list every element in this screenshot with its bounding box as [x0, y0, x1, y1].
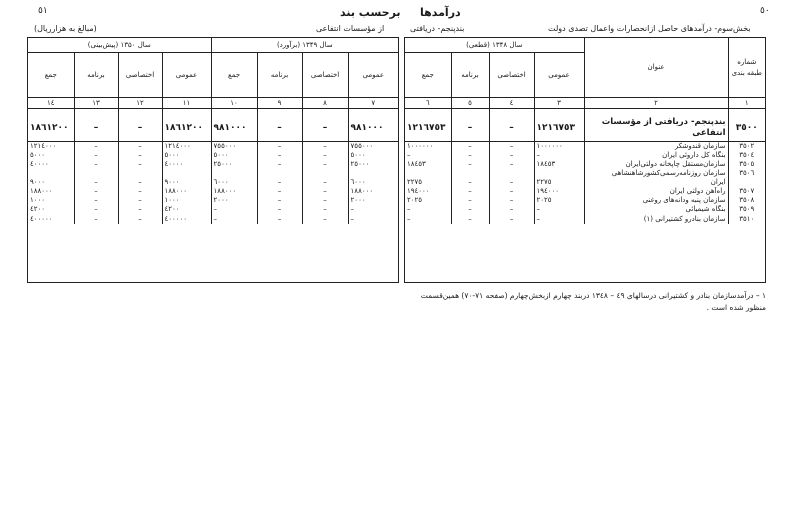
table-row: [405, 151, 765, 160]
data-cell: ٩٠٠٠: [30, 178, 46, 186]
total-cell: ١٢١٦٧٥٣: [405, 115, 451, 142]
col-header: برنامه: [451, 53, 489, 98]
data-cell: –: [302, 187, 348, 196]
row-title: سازمان پنبه ودانه‌های روغنی: [584, 196, 728, 205]
data-cell: [211, 169, 257, 178]
row-title: سازمان بنادرو کشتیرانی (١): [584, 214, 728, 224]
row-code: [728, 178, 765, 187]
data-cell: –: [257, 187, 302, 196]
data-cell: –: [451, 214, 489, 224]
total-cell: –: [257, 115, 302, 142]
data-cell: –: [74, 205, 118, 214]
col-number: ٢: [584, 98, 728, 109]
data-cell: –: [489, 196, 534, 205]
col-number: ١١: [162, 98, 211, 109]
data-cell: ١٨٨٠٠٠: [211, 187, 257, 196]
data-cell: –: [302, 196, 348, 205]
data-cell: –: [489, 214, 534, 224]
total-cell: ٩٨١٠٠٠: [348, 115, 398, 142]
units-note: (مبالغ به هزارریال): [34, 24, 97, 33]
row-title: سازمان قندوشکر: [584, 142, 728, 152]
data-cell: ١٢١٤٠٠٠: [30, 142, 57, 150]
data-cell: –: [257, 151, 302, 160]
row-code: ٣٥٠٩: [728, 205, 765, 214]
data-cell: ٩٠٠٠: [162, 178, 211, 187]
col-header: اختصاصی: [118, 53, 162, 98]
table-row: [405, 214, 765, 224]
row-code: ٣٥٠٦: [728, 169, 765, 178]
data-cell: ٦٠٠٠: [348, 178, 398, 187]
data-cell: –: [74, 187, 118, 196]
data-cell: –: [302, 214, 348, 224]
data-cell: –: [118, 151, 162, 160]
page-title-left: برحسب بند: [340, 6, 401, 19]
data-cell: ١٩٤٠٠٠: [407, 187, 430, 195]
data-cell: ١٨٤٥٣: [534, 160, 584, 169]
data-cell: –: [451, 151, 489, 160]
data-cell: –: [348, 205, 398, 214]
col-number: ٩: [257, 98, 302, 109]
data-cell: ١٨٤٥٣: [407, 160, 426, 168]
data-cell: –: [118, 160, 162, 169]
table-row: [405, 178, 765, 187]
data-cell: –: [489, 178, 534, 187]
data-cell: –: [534, 205, 584, 214]
data-cell: [28, 169, 74, 178]
data-cell: [451, 169, 489, 178]
entity-subtitle: از مؤسسات انتفاعی: [316, 24, 385, 33]
data-cell: [489, 169, 534, 178]
total-cell: ١٨٦١٢٠٠: [162, 115, 211, 142]
data-cell: ٢٠٠٠: [211, 196, 257, 205]
data-cell: –: [302, 142, 348, 152]
col-header: اختصاصی: [302, 53, 348, 98]
data-cell: –: [451, 160, 489, 169]
row-title: بنگاه شیمیائی: [584, 205, 728, 214]
table-row: [405, 196, 765, 205]
col-number: ١٣: [74, 98, 118, 109]
data-cell: [257, 169, 302, 178]
total-cell: –: [74, 115, 118, 142]
col-number: ٦: [405, 98, 451, 109]
data-cell: –: [74, 151, 118, 160]
table-row: [28, 205, 398, 214]
year-1348-header: سال ۱۳۴۸ (قطعی): [405, 38, 584, 53]
data-cell: [348, 169, 398, 178]
page-title-right: درآمدها: [420, 6, 461, 19]
col-header: اختصاصی: [489, 53, 534, 98]
total-cell: –: [451, 115, 489, 142]
table-row: [28, 187, 398, 196]
data-cell: –: [118, 205, 162, 214]
col-number: ٤: [489, 98, 534, 109]
row-title: ایران: [584, 178, 728, 187]
clause-subtitle: بندپنجم- دریافتی: [410, 24, 465, 33]
row-code: ٣٥٠٥: [728, 160, 765, 169]
data-cell: ٤٠٠٠٠٠: [30, 214, 53, 223]
page-number-right: ٥٠: [760, 6, 770, 16]
data-cell: –: [302, 205, 348, 214]
total-cell: ٩٨١٠٠٠: [211, 115, 257, 142]
data-cell: –: [302, 178, 348, 187]
left-table: [28, 38, 398, 224]
col-number: ٨: [302, 98, 348, 109]
section-subtitle: بخش‌سوم- درآمدهای حاصل ازانحصارات واعمال تصدی دولت: [548, 24, 751, 33]
data-cell: –: [407, 151, 411, 159]
data-cell: ٤٠٠٠٠: [30, 160, 49, 168]
row-code: ٣٥٠٢: [728, 142, 765, 152]
data-cell: –: [118, 187, 162, 196]
table-row: [405, 169, 765, 178]
col-number: ١٤: [28, 98, 74, 109]
data-cell: –: [451, 142, 489, 152]
table-row: [28, 178, 398, 187]
data-cell: –: [74, 214, 118, 224]
data-cell: –: [451, 178, 489, 187]
row-title: راه‌آهن دولتی ایران: [584, 187, 728, 196]
data-cell: ٤٠٠٠٠: [162, 160, 211, 169]
data-cell: ٤٠٠٠٠٠: [162, 214, 211, 224]
total-cell: ١٢١٦٧٥٣: [534, 115, 584, 142]
row-title: بنگاه کل داروئی ایران: [584, 151, 728, 160]
data-cell: ٢٥٠٠٠: [211, 160, 257, 169]
data-cell: [74, 169, 118, 178]
table-row: [28, 196, 398, 205]
data-cell: [302, 169, 348, 178]
data-cell: –: [489, 187, 534, 196]
col-number: ٥: [451, 98, 489, 109]
col-header: برنامه: [257, 53, 302, 98]
total-title: بندپنجم- دریافتی از مؤسسات انتفاعی: [584, 115, 728, 142]
data-cell: –: [407, 214, 411, 223]
table-row: [28, 214, 398, 224]
row-code: ٣٥٠٤: [728, 151, 765, 160]
data-cell: –: [118, 142, 162, 152]
data-cell: [534, 169, 584, 178]
total-cell: –: [302, 115, 348, 142]
data-cell: ١٠٠٠٠٠٠: [534, 142, 584, 152]
data-cell: ٥٠٠٠: [348, 151, 398, 160]
right-table: [405, 38, 765, 224]
footnote: ١ – درآمدسازمان بنادر و کشتیرانی درسالهای ٤٩ – ١٣٤٨ دربند چهارم ازبخش‌چهارم (صفحه ٧١-٧٠) همین‌قسمت منظور شده است .: [420, 291, 766, 312]
col-number: ٧: [348, 98, 398, 109]
data-cell: ٢٢٧٥: [534, 178, 584, 187]
data-cell: –: [74, 160, 118, 169]
data-cell: ١٠٠٠: [30, 196, 46, 204]
data-cell: ٧٥٥٠٠٠: [348, 142, 398, 152]
data-cell: –: [257, 196, 302, 205]
total-code: ٣٥٠٠: [728, 115, 765, 142]
col-number: ١٠: [211, 98, 257, 109]
col-header: جمع: [405, 53, 451, 98]
total-cell: –: [489, 115, 534, 142]
data-cell: –: [257, 160, 302, 169]
data-cell: –: [257, 142, 302, 152]
data-cell: –: [489, 205, 534, 214]
data-cell: –: [118, 214, 162, 224]
row-title: سازمان روزنامه‌رسمی‌کشورشاهنشاهی: [584, 169, 728, 178]
data-cell: –: [451, 196, 489, 205]
title-column-header: عنوان: [584, 38, 728, 98]
data-cell: –: [74, 196, 118, 205]
data-cell: –: [74, 178, 118, 187]
data-cell: ٢٠٠٠: [348, 196, 398, 205]
total-cell: –: [118, 115, 162, 142]
data-cell: ٢٢٧٥: [407, 178, 423, 186]
data-cell: –: [302, 160, 348, 169]
page-number-left: ٥١: [38, 6, 48, 16]
col-header: عمومی: [162, 53, 211, 98]
data-cell: –: [257, 178, 302, 187]
table-row: [405, 205, 765, 214]
data-cell: –: [211, 205, 257, 214]
data-cell: –: [534, 151, 584, 160]
table-row: [405, 142, 765, 152]
data-cell: –: [407, 205, 411, 213]
data-cell: –: [118, 178, 162, 187]
data-cell: –: [451, 187, 489, 196]
row-title: سازمان‌مستقل چاپخانه دولتی‌ایران: [584, 160, 728, 169]
year-1349-header: سال ۱۳۴۹ (برآورد): [211, 38, 398, 53]
code-column-header: شماره طبقه بندی: [728, 38, 765, 98]
col-header: برنامه: [74, 53, 118, 98]
row-code: ٣٥١٠: [728, 214, 765, 224]
data-cell: ١٨٨٠٠٠: [348, 187, 398, 196]
row-code: ٣٥٠٧: [728, 187, 765, 196]
data-cell: ٥٠٠٠: [162, 151, 211, 160]
data-cell: ١٨٨٠٠٠: [30, 187, 53, 195]
data-cell: ١٠٠٠: [162, 196, 211, 205]
data-cell: [118, 169, 162, 178]
table-row: [28, 151, 398, 160]
data-cell: [405, 169, 451, 178]
data-cell: –: [348, 214, 398, 224]
total-cell: ١٨٦١٢٠٠: [28, 115, 74, 142]
row-code: ٣٥٠٨: [728, 196, 765, 205]
data-cell: –: [257, 205, 302, 214]
data-cell: ١٩٤٠٠٠: [534, 187, 584, 196]
col-header: جمع: [28, 53, 74, 98]
data-cell: ٥٠٠٠: [30, 151, 46, 159]
col-header: عمومی: [534, 53, 584, 98]
col-number: ٣: [534, 98, 584, 109]
col-number: ١٢: [118, 98, 162, 109]
data-cell: –: [489, 142, 534, 152]
data-cell: –: [489, 151, 534, 160]
data-cell: ٤٢٠٠: [30, 205, 46, 213]
col-header: جمع: [211, 53, 257, 98]
data-cell: –: [489, 160, 534, 169]
data-cell: ٦٠٠٠: [211, 178, 257, 187]
data-cell: –: [211, 214, 257, 224]
col-number: ١: [728, 98, 765, 109]
table-row: [28, 142, 398, 152]
col-header: عمومی: [348, 53, 398, 98]
data-cell: ١٢١٤٠٠٠: [162, 142, 211, 152]
data-cell: ٧٥٥٠٠٠: [211, 142, 257, 152]
data-cell: –: [534, 214, 584, 224]
data-cell: ١٨٨٠٠٠: [162, 187, 211, 196]
table-row: [28, 169, 398, 178]
data-cell: ٢٥٠٠٠: [348, 160, 398, 169]
data-cell: –: [451, 205, 489, 214]
table-row: [28, 160, 398, 169]
data-cell: –: [118, 196, 162, 205]
data-cell: ١٠٠٠٠٠٠: [407, 142, 434, 150]
data-cell: ٤٢٠٠: [162, 205, 211, 214]
data-cell: ٥٠٠٠: [211, 151, 257, 160]
data-cell: –: [257, 214, 302, 224]
data-cell: –: [74, 142, 118, 152]
data-cell: –: [302, 151, 348, 160]
data-cell: ٢٠٢٥: [407, 196, 423, 204]
data-cell: [162, 169, 211, 178]
data-cell: ٢٠٢٥: [534, 196, 584, 205]
year-1350-header: سال ۱۳۵۰ (پیش‌بینی): [28, 38, 211, 53]
table-row: [405, 187, 765, 196]
table-row: [405, 160, 765, 169]
